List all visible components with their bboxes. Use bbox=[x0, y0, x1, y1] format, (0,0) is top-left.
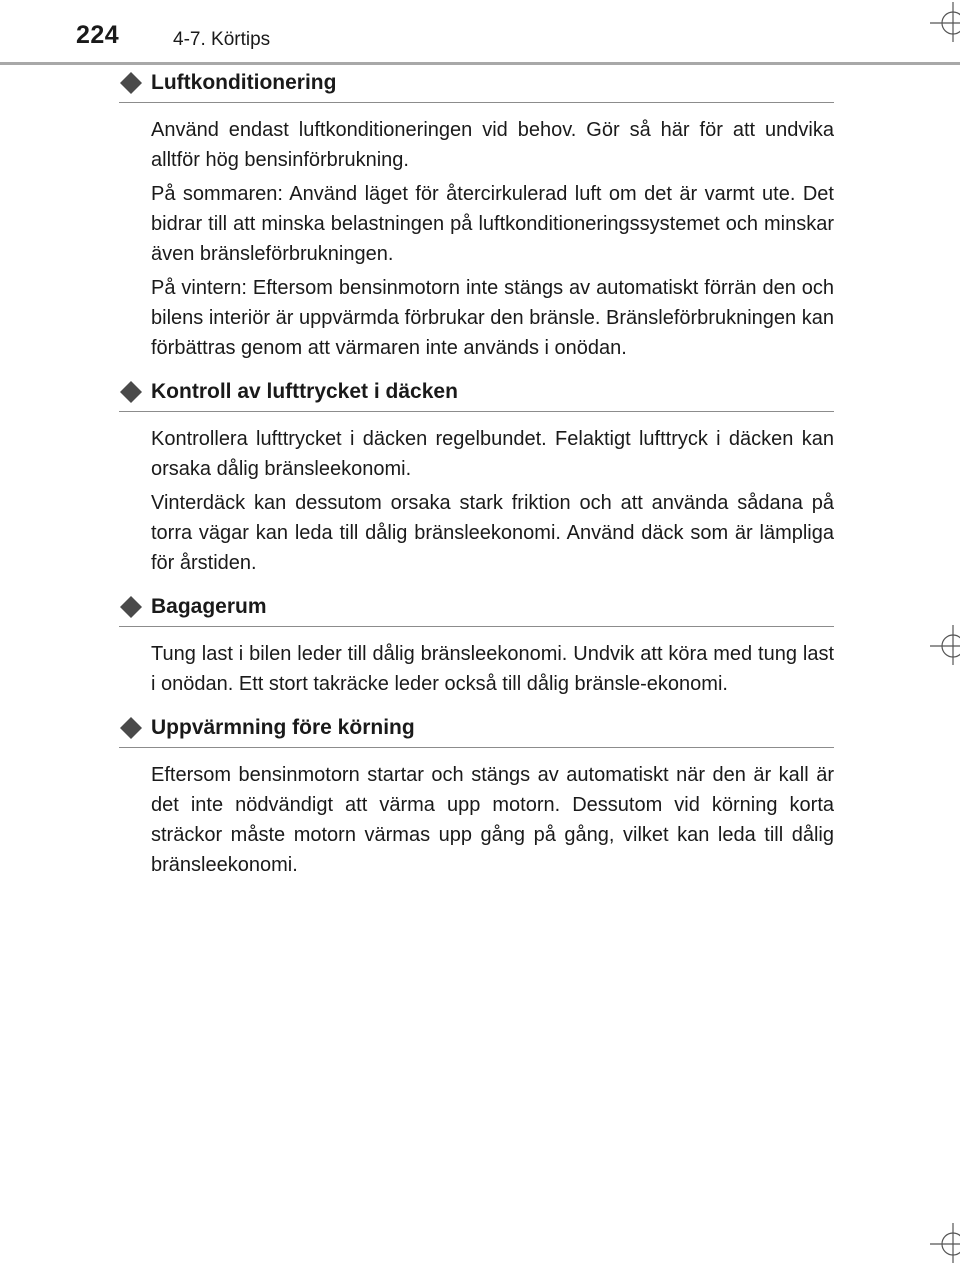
section-title: Bagagerum bbox=[151, 595, 267, 618]
crop-mark-top-right-icon bbox=[930, 2, 960, 42]
paragraph: Tung last i bilen leder till dålig bränsleekonomi. Undvik att köra med tung last i onödan. Ett stort takräcke leder också till dålig bränsle-ekonomi. bbox=[151, 643, 834, 695]
crop-mark-right-icon bbox=[930, 625, 960, 665]
section-title: Luftkonditionering bbox=[151, 71, 337, 94]
section-title: Uppvärmning före körning bbox=[151, 716, 415, 739]
section-heading bbox=[119, 66, 834, 103]
crop-mark-bottom-right-icon bbox=[930, 1223, 960, 1263]
section-heading bbox=[119, 590, 834, 627]
paragraph: Eftersom bensinmotorn startar och stängs av automatiskt när den är kall är det inte nödvändigt att värma upp motorn. Dessutom vid körning korta sträckor måste motorn värmas upp gång på gång, vilket kan leda till dålig bränsleekonomi. bbox=[151, 764, 834, 876]
diamond-bullet-icon bbox=[119, 380, 143, 404]
paragraph: På vintern: Eftersom bensinmotorn inte stängs av automatiskt förrän den och bilens interiör är uppvärmda förbrukar den bränsle. Bränsleförbrukningen kan förbättras genom att värmaren inte används i onödan. bbox=[151, 277, 834, 359]
section-heading bbox=[119, 711, 834, 748]
section-kontroll-lufttryck bbox=[119, 375, 834, 578]
section-bagagerum bbox=[119, 590, 834, 699]
paragraph: Använd endast luftkonditioneringen vid behov. Gör så här för att undvika alltför hög bensinförbrukning. bbox=[151, 119, 834, 171]
page-number: 224 bbox=[76, 21, 120, 49]
paragraph: Kontrollera lufttrycket i däcken regelbundet. Felaktigt lufttryck i däcken kan orsaka dålig bränsleekonomi. bbox=[151, 428, 834, 480]
paragraph: Vinterdäck kan dessutom orsaka stark friktion och att använda sådana på torra vägar kan leda till dålig bränsleekonomi. Använd däck som är lämpliga för årstiden. bbox=[151, 492, 834, 574]
header-divider bbox=[0, 62, 960, 65]
diamond-bullet-icon bbox=[119, 71, 143, 95]
section-uppvarmning bbox=[119, 711, 834, 880]
section-heading bbox=[119, 375, 834, 412]
section-title: Kontroll av lufttrycket i däcken bbox=[151, 380, 458, 403]
section-luftkonditionering bbox=[119, 66, 834, 363]
diamond-bullet-icon bbox=[119, 595, 143, 619]
paragraph: På sommaren: Använd läget för återcirkulerad luft om det är varmt ute. Det bidrar till att minska belastningen på luftkonditioneringssystemet och minskar även bränsleförbrukningen. bbox=[151, 183, 834, 265]
diamond-bullet-icon bbox=[119, 716, 143, 740]
page-content bbox=[119, 66, 834, 892]
chapter-title: 4-7. Körtips bbox=[173, 29, 271, 50]
